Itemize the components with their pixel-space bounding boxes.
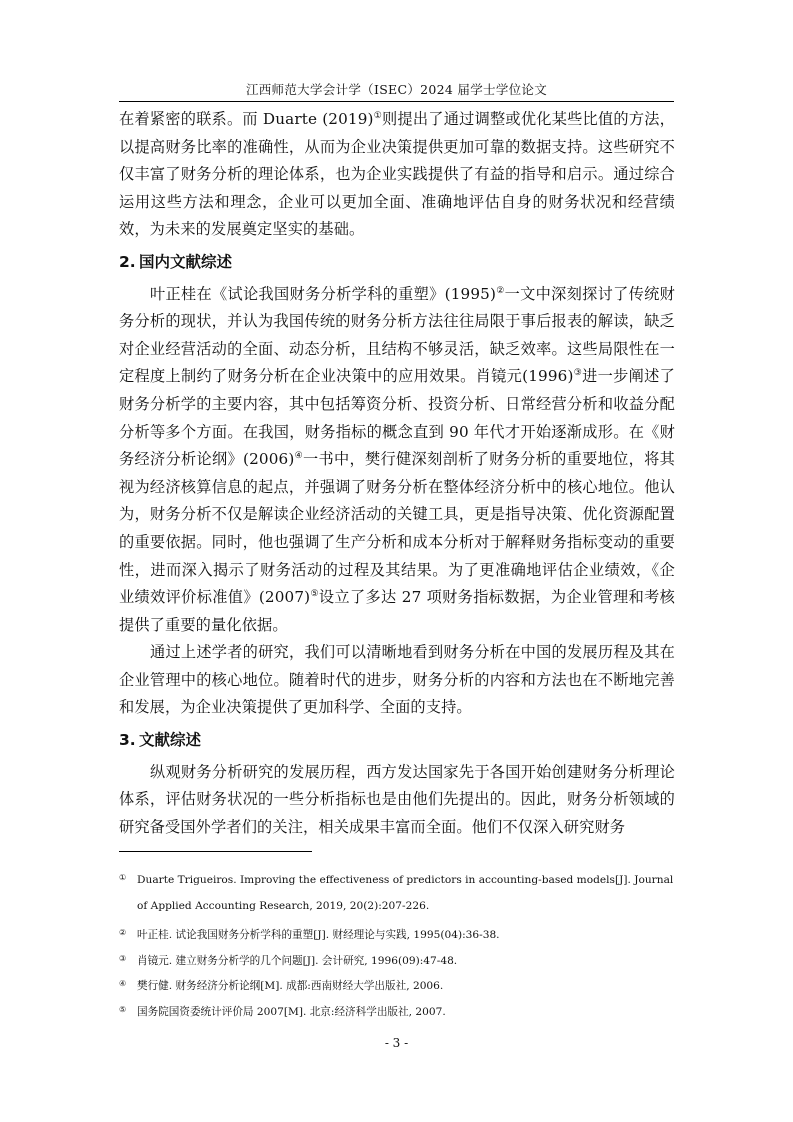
paragraph-summary: 通过上述学者的研究，我们可以清晰地看到财务分析在中国的发展历程及其在企业管理中的核心地位。随着时代的进步，财务分析的内容和方法也在不断地完善和发展，为企业决策提供了更加科学、全面的支持。: [119, 643, 675, 717]
paragraph-continued: 在着紧密的联系。而 Duarte (2019)①则提出了通过调整或优化某些比值的方法，以提高财务比率的准确性，从而为企业决策提供更加可靠的数据支持。这些研究不仅丰富了财务分析的理论体系，也为企业实践提供了有益的指导和启示。通过综合运用这些方法和理念，企业可以更加全面、准确地评估自身的财务状况和经营绩效，为未来的发展奠定坚实的基础。: [119, 110, 676, 239]
footnote-5: ⑤ 国务院国资委统计评价局 2007[M]. 北京:经济科学出版社, 2007.: [119, 1004, 446, 1018]
footnote-3: ③ 肖镜元. 建立财务分析学的几个问题[J]. 会计研究, 1996(09):47-48.: [119, 953, 458, 967]
paragraph-domestic-review: 叶正桂在《试论我国财务分析学科的重塑》(1995)②一文中深刻探讨了传统财务分析的现状，并认为我国传统的财务分析方法往往局限于事后报表的解读，缺乏对企业经营活动的全面、动态分析，且结构不够灵活，缺乏效率。这些局限性在一定程度上制约了财务分析在企业决策中的应用效果。肖镜元(1996)③进一步阐述了财务分析学的主要内容，其中包括筹资分析、投资分析、日常经营分析和收益分配分析等多个方面。在我国，财务指标的概念直到 90 年代才开始逐渐成形。在《财务经济分析论纲》(2006)④一书中，樊行健深刻剖析了财务分析的重要地位，将其视为经济核算信息的起点，并强调了财务分析在整体经济分析中的核心地位。他认为，财务分析不仅是解读企业经济活动的关键工具，更是指导决策、优化资源配置的重要依据。同时，他也强调了生产分析和成本分析对于解释财务指标变动的重要性，进而深入揭示了财务活动的过程及其结果。为了更准确地评估企业绩效，《企业绩效评价标准值》(2007)⑤设立了多达 27 项财务指标数据，为企业管理和考核提供了重要的量化依据。: [119, 284, 675, 634]
footnote-1: ① Duarte Trigueiros. Improving the effectiveness of predictors in accounting-based models[J]. Journal of Applied Accounting Research, 2019, 20(2):207-226.: [119, 873, 674, 912]
footnote-ref-1[interactable]: ①: [373, 111, 383, 121]
running-header: 江西师范大学会计学（ISEC）2024 届学士学位论文: [245, 82, 548, 97]
footnote-ref-5[interactable]: ⑤: [310, 589, 319, 600]
header-rule: [119, 101, 674, 102]
section-heading-domestic: 2. 国内文献综述: [119, 252, 233, 271]
paragraph-literature-review: 纵观财务分析研究的发展历程，西方发达国家先于各国开始创建财务分析理论体系，评估财务状况的一些分析指标也是由他们先提出的。因此，财务分析领域的研究备受国外学者们的关注，相关成果丰富而全面。他们不仅深入研究财务: [119, 762, 675, 836]
footnote-separator: [119, 851, 312, 852]
footnote-ref-3[interactable]: ③: [573, 368, 583, 379]
footnote-2: ② 叶正桂. 试论我国财务分析学科的重塑[J]. 财经理论与实践, 1995(04):36-38.: [119, 928, 500, 941]
footnotes: [119, 868, 679, 1025]
page-number: - 3 -: [384, 1036, 409, 1050]
footnote-ref-2[interactable]: ②: [496, 285, 505, 296]
footnote-ref-4[interactable]: ④: [294, 451, 304, 462]
main-text: [119, 106, 675, 841]
section-heading-review: 3. 文献综述: [119, 731, 202, 750]
footnote-4: ④ 樊行健. 财务经济分析论纲[M]. 成都:西南财经大学出版社, 2006.: [119, 979, 444, 992]
